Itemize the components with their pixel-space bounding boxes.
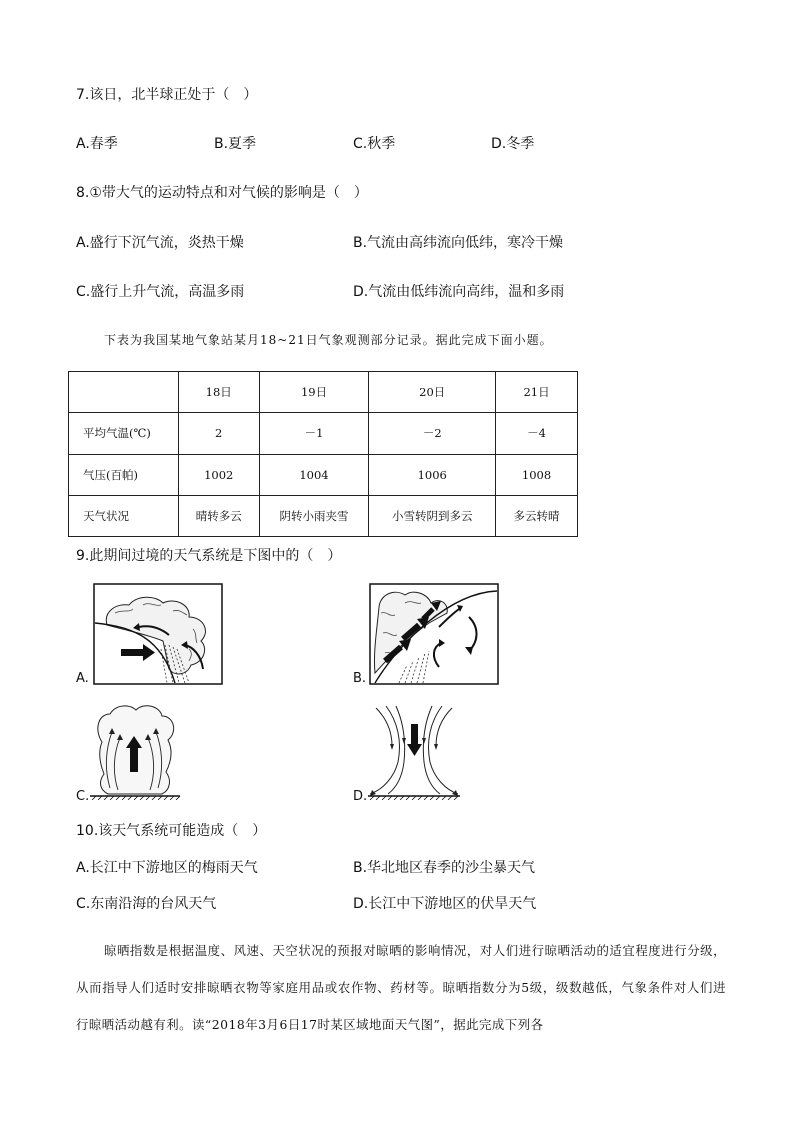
table-cell: 1004 (259, 454, 369, 495)
q8-option-c: C.盛行上升气流，高温多雨 (76, 284, 245, 300)
table-cell: 多云转晴 (496, 495, 578, 536)
table-cell: 2 (178, 413, 259, 454)
q10-option-d: D.长江中下游地区的伏旱天气 (353, 896, 537, 912)
figure-d-label: D. (353, 789, 368, 804)
q8-option-a: A.盛行下沉气流，炎热干燥 (76, 235, 244, 251)
q8-option-b: B.气流由高纬流向低纬，寒冷干燥 (353, 235, 564, 251)
table-header-cell: 18日 (178, 372, 259, 413)
table-header-row (69, 372, 578, 413)
warm-front-diagram (369, 583, 499, 685)
weather-observation-table (68, 371, 578, 537)
table-cell: 1006 (369, 454, 496, 495)
table-cell: 阴转小雨夹雪 (259, 495, 369, 536)
q10-stem: 10.该天气系统可能造成（ ） (76, 823, 267, 839)
q10-option-c: C.东南沿海的台风天气 (76, 896, 217, 912)
anticyclone-sinking-air-diagram (368, 702, 460, 800)
table-header-cell (69, 372, 179, 413)
passage: 晾晒指数是根据温度、风速、天空状况的预报对晾晒的影响情况，对人们进行晾晒活动的适宜程度进行分级，从而指导人们适时安排晾晒衣物等家庭用品或农作物、药材等。晾晒指数分为5级，级数越低，气象条件对人们进行晾晒活动越有利。读“2018年3月6日17时某区域地面天气图”，据此完成下列各 (76, 943, 726, 1032)
table-header-cell: 21日 (496, 372, 578, 413)
table-row (69, 413, 578, 454)
table-header-cell: 19日 (259, 372, 369, 413)
cyclone-rising-air-diagram (90, 702, 180, 800)
table-cell: 晴转多云 (178, 495, 259, 536)
q8-option-d: D.气流由低纬流向高纬，温和多雨 (353, 284, 565, 300)
q8-stem: 8.①带大气的运动特点和对气候的影响是（ ） (76, 185, 368, 201)
table-cell: 1002 (178, 454, 259, 495)
table-row-label: 气压(百帕) (69, 454, 179, 495)
q7-option-d: D.冬季 (491, 136, 535, 152)
table-cell: －1 (259, 413, 369, 454)
table-row-label: 天气状况 (69, 495, 179, 536)
q7-option-c: C.秋季 (353, 136, 396, 152)
q9-stem: 9.此期间过境的天气系统是下图中的（ ） (76, 548, 342, 564)
table-row (69, 454, 578, 495)
table-intro: 下表为我国某地气象站某月18~21日气象观测部分记录。据此完成下面小题。 (104, 333, 553, 347)
figure-b-label: B. (353, 671, 367, 686)
table-cell: 小雪转阴到多云 (369, 495, 496, 536)
q7-option-a: A.春季 (76, 136, 118, 152)
q7-stem: 7.该日，北半球正处于（ ） (76, 87, 258, 103)
table-row-label: 平均气温(℃) (69, 413, 179, 454)
figure-a-label: A. (76, 671, 89, 686)
cold-front-diagram (93, 583, 223, 685)
table-header-cell: 20日 (369, 372, 496, 413)
q7-option-b: B.夏季 (214, 136, 257, 152)
table-cell: －4 (496, 413, 578, 454)
q10-option-a: A.长江中下游地区的梅雨天气 (76, 860, 258, 876)
table-cell: 1008 (496, 454, 578, 495)
table-row (69, 495, 578, 536)
q10-option-b: B.华北地区春季的沙尘暴天气 (353, 860, 536, 876)
table-cell: －2 (369, 413, 496, 454)
figure-c-label: C. (76, 789, 90, 804)
